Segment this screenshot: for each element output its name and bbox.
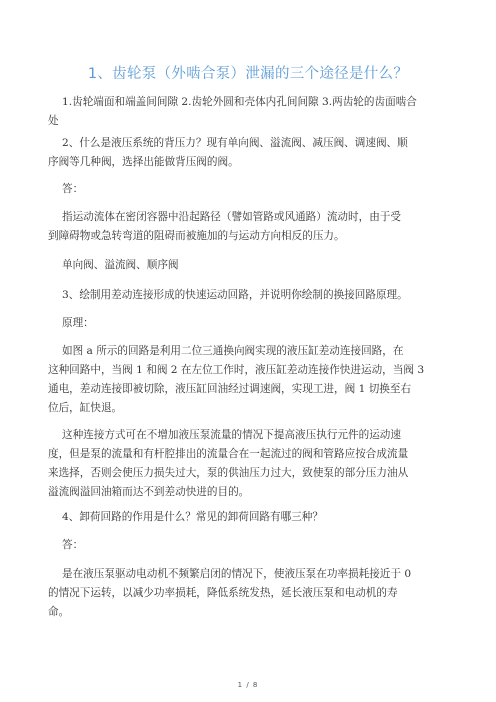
paragraph-line: 溢流阀溢回油箱而达不到差动快进的目的。 <box>48 486 250 498</box>
paragraph-5 <box>62 256 438 275</box>
paragraph-3 <box>62 180 438 199</box>
paragraph-line: 命。 <box>48 606 70 618</box>
paragraph-line: 如图 a 所示的回路是利用二位三通换向阀实现的液压缸差动连接回路，在 <box>62 345 404 357</box>
paragraph-11 <box>62 536 438 555</box>
paragraph-line: 4、卸荷回路的作用是什么？常见的卸荷回路有哪三种？ <box>62 511 323 523</box>
paragraph-line: 到障碍物或急转弯道的阻碍而被施加的与运动方向相反的压力。 <box>48 230 345 242</box>
paragraph-2 <box>48 134 438 172</box>
paragraph-7 <box>62 314 438 333</box>
paragraph-line: 单向阀、溢流阀、顺序阀 <box>62 259 179 271</box>
paragraph-line: 处 <box>48 115 59 127</box>
paragraph-6 <box>62 286 438 305</box>
paragraph-line: 通电，差动连接即被切除，液压缸回油经过调速阀，实现工进，阀 1 切换至右 <box>48 383 412 395</box>
paragraph-line: 这种回路中，当阀 1 和阀 2 在左位工作时，液压缸差动连接作快进运动，当阀 3 <box>48 364 425 376</box>
paragraph-line: 序阀等几种阀，选择出能做背压阀的阀。 <box>48 156 239 168</box>
paragraph-line: 的情况下运转，以减少功率损耗，降低系统发热，延长液压泵和电动机的寿 <box>48 587 398 599</box>
paragraph-10 <box>62 508 438 527</box>
paragraph-line: 答： <box>62 183 84 195</box>
paragraph-line: 度，但是泵的流量和有杆腔排出的流量合在一起流过的阀和管路应按合成流量 <box>48 448 409 460</box>
page-title: 1、齿轮泵（外啮合泵）泄漏的三个途径是什么？ <box>87 66 409 82</box>
paragraph-line: 答： <box>62 539 84 551</box>
paragraph-9 <box>48 426 438 502</box>
paragraph-line: 位后，缸快退。 <box>48 402 123 414</box>
paragraph-line: 是在液压泵驱动电动机不频繁启闭的情况下，使液压泵在功率损耗接近于 0 <box>62 568 412 580</box>
paragraph-1 <box>48 93 438 131</box>
paragraph-line: 1.齿轮端面和端盖间间隙 2.齿轮外圆和壳体内孔间间隙 3.两齿轮的齿面啮合 <box>62 96 417 108</box>
paragraph-line: 原理： <box>62 317 94 329</box>
paragraph-line: 这种连接方式可在不增加液压泵流量的情况下提高液压执行元件的运动速 <box>62 429 401 441</box>
paragraph-line: 来选择，否则会使压力损失过大，泵的供油压力过大，致使泵的部分压力油从 <box>48 467 409 479</box>
paragraph-4 <box>48 208 438 246</box>
paragraph-line: 指运动流体在密闭容器中沿起路径（譬如管路或风通路）流动时，由于受 <box>62 211 401 223</box>
paragraph-8 <box>48 342 438 418</box>
paragraph-line: 2、什么是液压系统的背压力？现有单向阀、溢流阀、减压阀、调速阀、顺 <box>62 137 408 149</box>
page-number: 1 / 8 <box>237 681 259 689</box>
paragraph-line: 3、绘制用差动连接形成的快速运动回路，并说明你绘制的换接回路原理。 <box>62 289 408 301</box>
paragraph-12 <box>48 565 438 622</box>
